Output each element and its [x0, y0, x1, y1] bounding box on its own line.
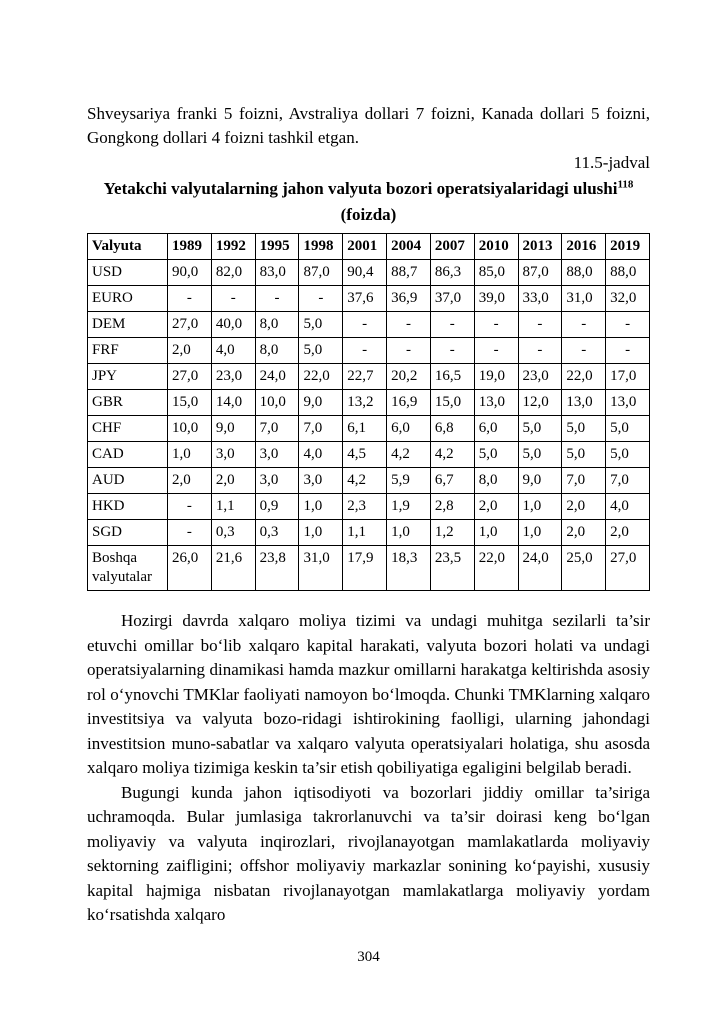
value-cell: 23,0: [211, 364, 255, 390]
value-cell: 5,9: [387, 468, 431, 494]
value-cell: -: [606, 312, 650, 338]
value-cell: 13,0: [474, 390, 518, 416]
value-cell: 27,0: [168, 312, 212, 338]
table-body: [88, 260, 650, 591]
value-cell: 8,0: [255, 338, 299, 364]
value-cell: 1,0: [474, 520, 518, 546]
table-row: [88, 546, 650, 591]
table-row: [88, 416, 650, 442]
value-cell: 1,0: [168, 442, 212, 468]
currency-label: HKD: [88, 494, 168, 520]
value-cell: -: [343, 338, 387, 364]
value-cell: 5,0: [562, 442, 606, 468]
value-cell: 2,0: [562, 494, 606, 520]
value-cell: 1,0: [518, 520, 562, 546]
value-cell: 2,0: [168, 338, 212, 364]
currency-label: Boshqa valyutalar: [88, 546, 168, 591]
value-cell: 4,0: [606, 494, 650, 520]
value-cell: 25,0: [562, 546, 606, 591]
column-header: 1992: [211, 234, 255, 260]
currency-label: CAD: [88, 442, 168, 468]
value-cell: 9,0: [518, 468, 562, 494]
value-cell: -: [255, 286, 299, 312]
value-cell: -: [343, 312, 387, 338]
value-cell: 5,0: [299, 338, 343, 364]
value-cell: 40,0: [211, 312, 255, 338]
value-cell: 22,0: [562, 364, 606, 390]
value-cell: 1,9: [387, 494, 431, 520]
value-cell: 4,0: [299, 442, 343, 468]
value-cell: 26,0: [168, 546, 212, 591]
value-cell: 3,0: [299, 468, 343, 494]
table-row: [88, 286, 650, 312]
value-cell: 4,2: [430, 442, 474, 468]
table-row: [88, 390, 650, 416]
value-cell: 37,0: [430, 286, 474, 312]
value-cell: 37,6: [343, 286, 387, 312]
value-cell: 5,0: [518, 416, 562, 442]
value-cell: 2,0: [474, 494, 518, 520]
table-row: [88, 442, 650, 468]
currency-share-table: [87, 233, 650, 591]
value-cell: 8,0: [255, 312, 299, 338]
value-cell: 3,0: [255, 468, 299, 494]
table-row: [88, 468, 650, 494]
value-cell: -: [211, 286, 255, 312]
table-row: [88, 494, 650, 520]
value-cell: 5,0: [518, 442, 562, 468]
value-cell: 0,3: [255, 520, 299, 546]
table-title-footnote-ref: 118: [617, 178, 634, 191]
currency-label: SGD: [88, 520, 168, 546]
column-header: 2001: [343, 234, 387, 260]
value-cell: 3,0: [255, 442, 299, 468]
value-cell: 16,5: [430, 364, 474, 390]
currency-label: FRF: [88, 338, 168, 364]
value-cell: 1,0: [299, 520, 343, 546]
value-cell: 2,8: [430, 494, 474, 520]
value-cell: 22,0: [299, 364, 343, 390]
column-header: 2013: [518, 234, 562, 260]
value-cell: 23,0: [518, 364, 562, 390]
value-cell: 39,0: [474, 286, 518, 312]
value-cell: 83,0: [255, 260, 299, 286]
value-cell: 18,3: [387, 546, 431, 591]
value-cell: 0,9: [255, 494, 299, 520]
value-cell: 20,2: [387, 364, 431, 390]
value-cell: 13,0: [606, 390, 650, 416]
value-cell: 9,0: [299, 390, 343, 416]
body-paragraph-2: Bugungi kunda jahon iqtisodiyoti va bozorlari jiddiy omillar ta’siriga uchramoqda. Bular jumlasiga takrorlanuvchi va ta’sir doirasi keng bo‘lgan moliyaviy va valyuta inqirozlari, rivojlanayotgan mamlakatlarda moliyaviy sektorning zaifligini; offshor moliyaviy markazlar sonining ko‘payishi, xususiy kapital hajmiga nisbatan rivojlanayotgan mamlakatlarga moliyaviy yordam ko‘rsatishda xalqaro: [87, 782, 650, 924]
value-cell: 90,4: [343, 260, 387, 286]
table-title: [87, 176, 650, 228]
currency-label: CHF: [88, 416, 168, 442]
value-cell: 22,7: [343, 364, 387, 390]
value-cell: -: [168, 520, 212, 546]
value-cell: 0,3: [211, 520, 255, 546]
column-header: 1998: [299, 234, 343, 260]
value-cell: 6,8: [430, 416, 474, 442]
value-cell: -: [474, 312, 518, 338]
value-cell: 2,3: [343, 494, 387, 520]
value-cell: 36,9: [387, 286, 431, 312]
value-cell: 10,0: [255, 390, 299, 416]
body-paragraph-1: Hozirgi davrda xalqaro moliya tizimi va undagi muhitga sezilarli ta’sir etuvchi omillar bo‘lib xalqaro kapital harakati, valyuta bozori holati va undagi operatsiyalarning dinamikasi hamda mazkur omillarni harakatga keltirishda asosiy rol o‘ynovchi TMKlar faoliyati namoyon bo‘lmoqda. Chunki TMKlarning xalqaro investitsiya va valyuta bozo-ridagi ishtirokining faolligi, ularning jahondagi investitsion muno-sabatlar va xalqaro valyuta operatsiyalari holatiga, shu asosda xalqaro moliya tizimiga keskin ta’sir etish qobiliyatiga egaligini belgilab beradi.: [87, 611, 650, 777]
currency-label: USD: [88, 260, 168, 286]
value-cell: -: [168, 286, 212, 312]
value-cell: 1,0: [387, 520, 431, 546]
value-cell: -: [562, 312, 606, 338]
value-cell: 1,1: [211, 494, 255, 520]
value-cell: 7,0: [299, 416, 343, 442]
value-cell: 87,0: [299, 260, 343, 286]
value-cell: 8,0: [474, 468, 518, 494]
value-cell: 22,0: [474, 546, 518, 591]
value-cell: 15,0: [430, 390, 474, 416]
value-cell: 2,0: [168, 468, 212, 494]
value-cell: 6,7: [430, 468, 474, 494]
value-cell: 4,0: [211, 338, 255, 364]
value-cell: 32,0: [606, 286, 650, 312]
value-cell: 5,0: [562, 416, 606, 442]
value-cell: 1,0: [299, 494, 343, 520]
table-row: [88, 312, 650, 338]
value-cell: 6,0: [387, 416, 431, 442]
value-cell: 15,0: [168, 390, 212, 416]
value-cell: 5,0: [299, 312, 343, 338]
value-cell: 27,0: [168, 364, 212, 390]
value-cell: -: [387, 338, 431, 364]
value-cell: -: [299, 286, 343, 312]
value-cell: 31,0: [299, 546, 343, 591]
intro-paragraph: Shveysariya franki 5 foizni, Avstraliya dollari 7 foizni, Kanada dollari 5 foizni, Gongkong dollari 4 foizni tashkil etgan.: [87, 104, 650, 147]
value-cell: 6,0: [474, 416, 518, 442]
table-header-row: [88, 234, 650, 260]
value-cell: 7,0: [255, 416, 299, 442]
value-cell: 2,0: [606, 520, 650, 546]
column-header: 2016: [562, 234, 606, 260]
value-cell: 88,0: [562, 260, 606, 286]
value-cell: 88,7: [387, 260, 431, 286]
currency-label: DEM: [88, 312, 168, 338]
value-cell: 1,2: [430, 520, 474, 546]
value-cell: 2,0: [562, 520, 606, 546]
value-cell: 17,0: [606, 364, 650, 390]
value-cell: 82,0: [211, 260, 255, 286]
column-header: 1995: [255, 234, 299, 260]
column-header: 2019: [606, 234, 650, 260]
value-cell: 16,9: [387, 390, 431, 416]
value-cell: 88,0: [606, 260, 650, 286]
value-cell: 3,0: [211, 442, 255, 468]
value-cell: 27,0: [606, 546, 650, 591]
page-number: 304: [357, 949, 380, 965]
value-cell: 24,0: [255, 364, 299, 390]
value-cell: -: [474, 338, 518, 364]
value-cell: 24,0: [518, 546, 562, 591]
value-cell: 5,0: [474, 442, 518, 468]
value-cell: -: [518, 312, 562, 338]
value-cell: 12,0: [518, 390, 562, 416]
column-header: 2004: [387, 234, 431, 260]
value-cell: 13,0: [562, 390, 606, 416]
column-header: 1989: [168, 234, 212, 260]
table-row: [88, 520, 650, 546]
table-title-text: Yetakchi valyutalarning jahon valyuta bozori operatsiyalaridagi ulushi: [103, 179, 618, 198]
value-cell: 4,5: [343, 442, 387, 468]
value-cell: 23,5: [430, 546, 474, 591]
currency-label: JPY: [88, 364, 168, 390]
value-cell: -: [168, 494, 212, 520]
value-cell: -: [430, 312, 474, 338]
value-cell: 5,0: [606, 442, 650, 468]
value-cell: 17,9: [343, 546, 387, 591]
value-cell: -: [387, 312, 431, 338]
value-cell: 6,1: [343, 416, 387, 442]
value-cell: 23,8: [255, 546, 299, 591]
column-header: 2010: [474, 234, 518, 260]
column-header: 2007: [430, 234, 474, 260]
value-cell: 13,2: [343, 390, 387, 416]
value-cell: 4,2: [343, 468, 387, 494]
value-cell: -: [606, 338, 650, 364]
value-cell: 85,0: [474, 260, 518, 286]
value-cell: 9,0: [211, 416, 255, 442]
value-cell: 31,0: [562, 286, 606, 312]
value-cell: 19,0: [474, 364, 518, 390]
value-cell: 1,0: [518, 494, 562, 520]
currency-label: GBR: [88, 390, 168, 416]
value-cell: -: [562, 338, 606, 364]
value-cell: 14,0: [211, 390, 255, 416]
value-cell: 1,1: [343, 520, 387, 546]
value-cell: -: [430, 338, 474, 364]
value-cell: 33,0: [518, 286, 562, 312]
table-label: 11.5-jadval: [573, 153, 650, 172]
table-title-unit: (foizda): [340, 205, 397, 224]
value-cell: 86,3: [430, 260, 474, 286]
table-row: [88, 364, 650, 390]
value-cell: 5,0: [606, 416, 650, 442]
value-cell: 7,0: [562, 468, 606, 494]
value-cell: 10,0: [168, 416, 212, 442]
table-row: [88, 260, 650, 286]
value-cell: 7,0: [606, 468, 650, 494]
table-row: [88, 338, 650, 364]
column-header: Valyuta: [88, 234, 168, 260]
currency-label: EURO: [88, 286, 168, 312]
currency-label: AUD: [88, 468, 168, 494]
value-cell: -: [518, 338, 562, 364]
value-cell: 2,0: [211, 468, 255, 494]
value-cell: 87,0: [518, 260, 562, 286]
value-cell: 90,0: [168, 260, 212, 286]
value-cell: 4,2: [387, 442, 431, 468]
value-cell: 21,6: [211, 546, 255, 591]
